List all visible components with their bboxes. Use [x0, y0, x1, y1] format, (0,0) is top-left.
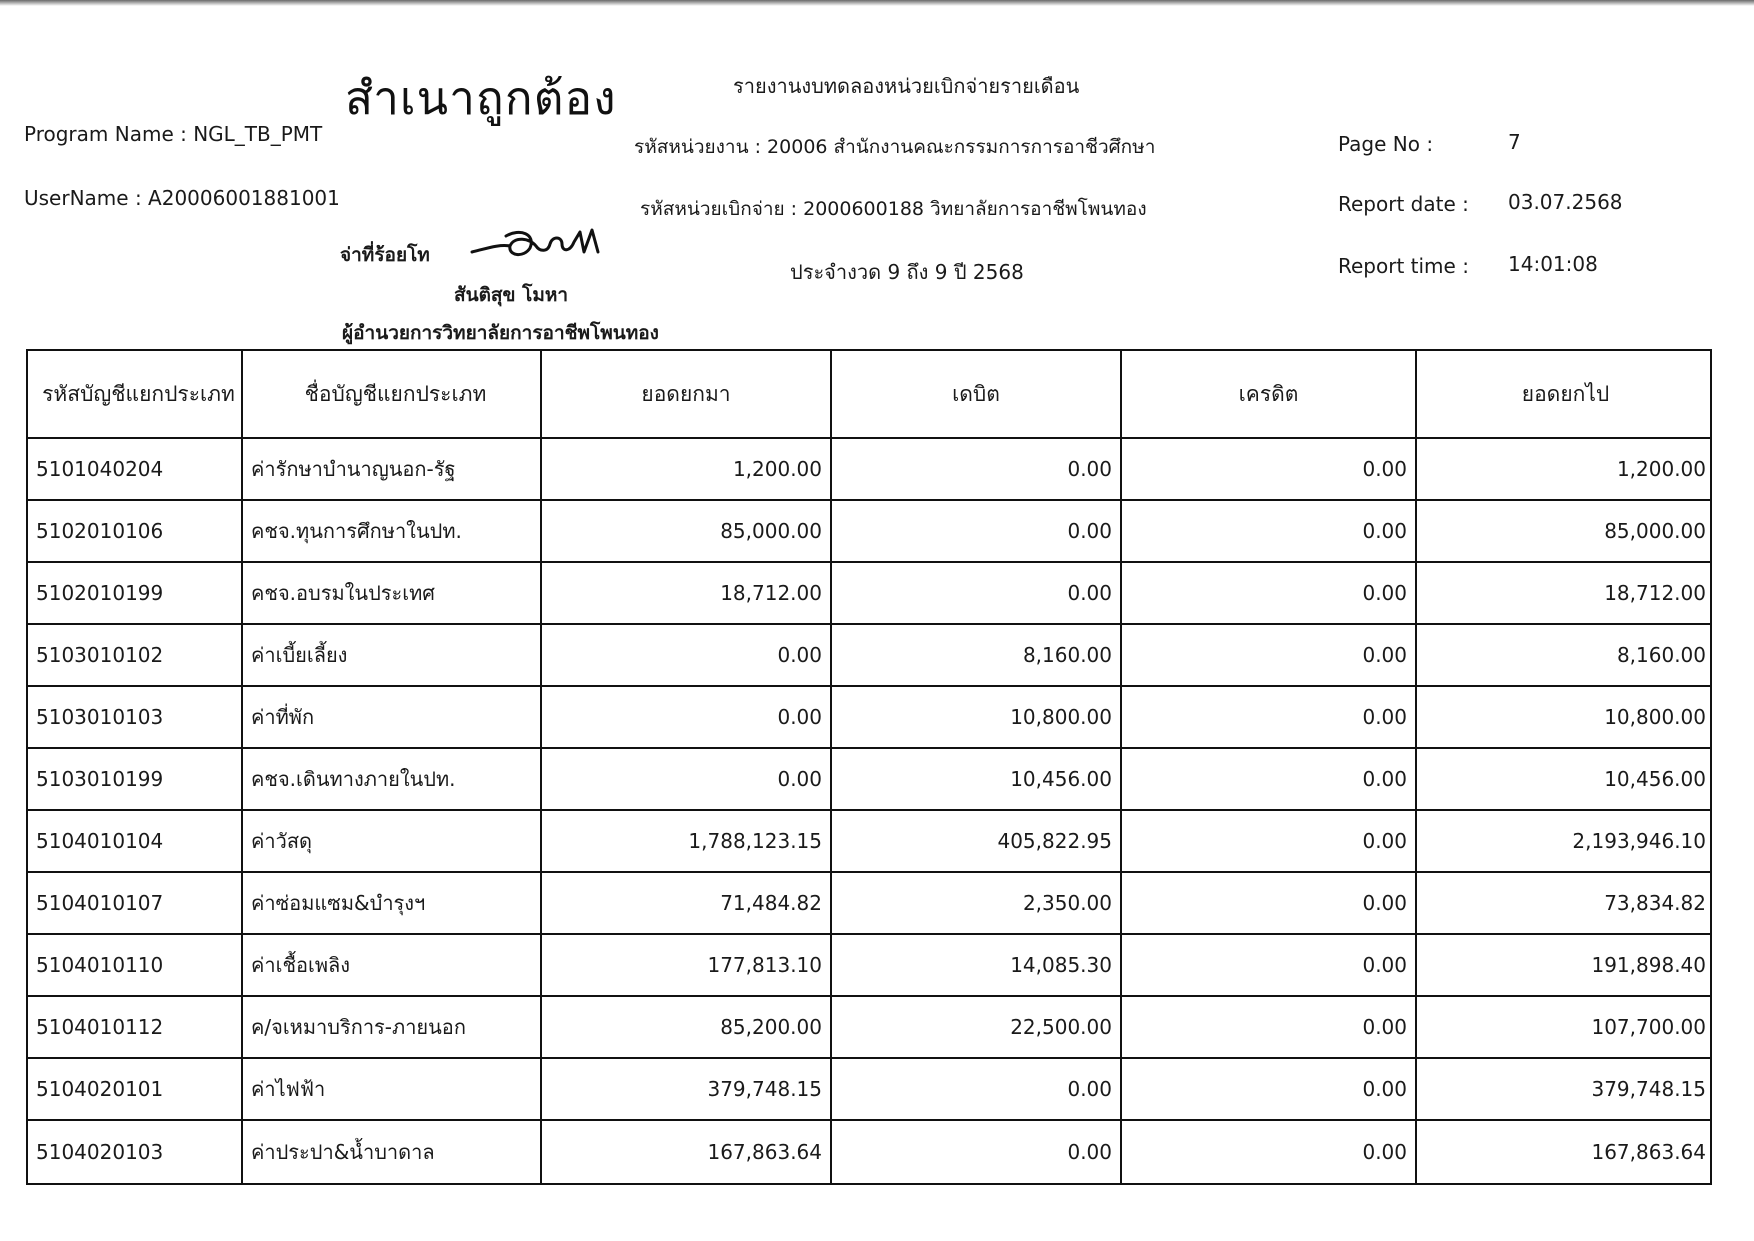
table-row — [28, 811, 1710, 873]
account-code-cell: 5104020101 — [28, 1059, 243, 1119]
credit-cell: 0.00 — [1122, 1121, 1417, 1183]
account-name-cell: ค่าประปา&น้ำบาดาล — [243, 1121, 542, 1183]
carried-forward-cell: 379,748.15 — [1591, 1077, 1706, 1101]
credit-cell: 0.00 — [1122, 873, 1417, 933]
carried-forward-cell: 2,193,946.10 — [1572, 829, 1706, 853]
scan-edge — [0, 0, 1754, 6]
table-row — [28, 439, 1710, 501]
debit-cell: 0.00 — [832, 1059, 1122, 1119]
credit-cell: 0.00 — [1122, 625, 1417, 685]
debit-cell: 0.00 — [832, 1121, 1122, 1183]
account-name-cell: ค่าเบี้ยเลี้ยง — [243, 625, 542, 685]
certifier-position: ผู้อำนวยการวิทยาลัยการอาชีพโพนทอง — [342, 322, 659, 344]
brought-forward-cell: 167,863.64 — [542, 1121, 832, 1183]
account-code-cell: 5103010199 — [28, 749, 243, 809]
debit-cell: 8,160.00 — [832, 625, 1122, 685]
carried-forward-cell: 10,800.00 — [1604, 705, 1706, 729]
account-name-cell: คชจ.ทุนการศึกษาในปท. — [243, 501, 542, 561]
brought-forward-cell: 379,748.15 — [542, 1059, 832, 1119]
credit-cell: 0.00 — [1122, 997, 1417, 1057]
account-code-cell: 5104010112 — [28, 997, 243, 1057]
debit-cell: 2,350.00 — [832, 873, 1122, 933]
brought-forward-cell: 1,788,123.15 — [542, 811, 832, 871]
table-header-row — [28, 351, 1710, 439]
credit-cell: 0.00 — [1122, 749, 1417, 809]
account-name-cell: ค่ารักษาบำนาญนอก-รัฐ — [243, 439, 542, 499]
carried-forward-cell: 1,200.00 — [1616, 457, 1706, 481]
page-no-label: Page No : — [1338, 132, 1434, 156]
table-row — [28, 935, 1710, 997]
debit-cell: 0.00 — [832, 563, 1122, 623]
signature-icon — [470, 222, 620, 266]
report-title: รายงานงบทดลองหน่วยเบิกจ่ายรายเดือน — [733, 74, 1080, 98]
brought-forward-cell: 0.00 — [542, 687, 832, 747]
account-code-cell: 5103010102 — [28, 625, 243, 685]
account-code-cell: 5104010110 — [28, 935, 243, 995]
table-row — [28, 625, 1710, 687]
carried-forward-cell: 85,000.00 — [1604, 519, 1706, 543]
account-name-cell: ค่าไฟฟ้า — [243, 1059, 542, 1119]
table-row — [28, 749, 1710, 811]
account-name-cell: ค่าที่พัก — [243, 687, 542, 747]
table-row — [28, 873, 1710, 935]
certifier-rank: จ่าที่ร้อยโท — [340, 244, 430, 266]
debit-cell: 0.00 — [832, 501, 1122, 561]
report-date-label: Report date : — [1338, 192, 1469, 216]
brought-forward-cell: 0.00 — [542, 625, 832, 685]
carried-forward-cell: 10,456.00 — [1604, 767, 1706, 791]
debit-cell: 10,800.00 — [832, 687, 1122, 747]
account-name-cell: ค่าซ่อมแซม&บำรุงฯ — [243, 873, 542, 933]
column-header-account-code: รหัสบัญชีแยกประเภท — [28, 351, 243, 437]
account-code-cell: 5103010103 — [28, 687, 243, 747]
brought-forward-cell: 85,000.00 — [542, 501, 832, 561]
debit-cell: 14,085.30 — [832, 935, 1122, 995]
report-period: ประจำงวด 9 ถึง 9 ปี 2568 — [790, 260, 1024, 284]
brought-forward-cell: 71,484.82 — [542, 873, 832, 933]
debit-cell: 10,456.00 — [832, 749, 1122, 809]
account-name-cell: คชจ.อบรมในประเทศ — [243, 563, 542, 623]
brought-forward-cell: 1,200.00 — [542, 439, 832, 499]
trial-balance-table — [26, 349, 1712, 1185]
carried-forward-cell: 8,160.00 — [1616, 643, 1706, 667]
account-name-cell: ค/จเหมาบริการ-ภายนอก — [243, 997, 542, 1057]
column-header-brought-forward: ยอดยกมา — [542, 351, 832, 437]
debit-cell: 0.00 — [832, 439, 1122, 499]
account-name-cell: ค่าวัสดุ — [243, 811, 542, 871]
account-code-cell: 5104010104 — [28, 811, 243, 871]
table-row — [28, 687, 1710, 749]
department: รหัสหน่วยงาน : 20006 สำนักงานคณะกรรมการการอาชีวศึกษา — [634, 136, 1156, 158]
table-row — [28, 1121, 1710, 1183]
account-name-cell: ค่าเชื้อเพลิง — [243, 935, 542, 995]
account-code-cell: 5104010107 — [28, 873, 243, 933]
credit-cell: 0.00 — [1122, 811, 1417, 871]
brought-forward-cell: 85,200.00 — [542, 997, 832, 1057]
credit-cell: 0.00 — [1122, 501, 1417, 561]
table-row — [28, 997, 1710, 1059]
column-header-account-name: ชื่อบัญชีแยกประเภท — [243, 351, 542, 437]
certifier-name: สันติสุข โมหา — [454, 284, 569, 306]
account-name-cell: คชจ.เดินทางภายในปท. — [243, 749, 542, 809]
column-header-carried-forward: ยอดยกไป — [1521, 381, 1610, 406]
table-row — [28, 501, 1710, 563]
account-code-cell: 5102010106 — [28, 501, 243, 561]
column-header-credit: เครดิต — [1122, 351, 1417, 437]
certified-copy-stamp: สำเนาถูกต้อง — [345, 71, 617, 125]
credit-cell: 0.00 — [1122, 563, 1417, 623]
program-name: Program Name : NGL_TB_PMT — [24, 122, 323, 146]
carried-forward-cell: 18,712.00 — [1604, 581, 1706, 605]
carried-forward-cell: 107,700.00 — [1591, 1015, 1706, 1039]
carried-forward-cell: 191,898.40 — [1591, 953, 1706, 977]
debit-cell: 405,822.95 — [832, 811, 1122, 871]
carried-forward-cell: 167,863.64 — [1591, 1140, 1706, 1164]
user-name: UserName : A20006001881001 — [24, 186, 340, 210]
credit-cell: 0.00 — [1122, 439, 1417, 499]
brought-forward-cell: 0.00 — [542, 749, 832, 809]
brought-forward-cell: 18,712.00 — [542, 563, 832, 623]
credit-cell: 0.00 — [1122, 1059, 1417, 1119]
disbursement-unit: รหัสหน่วยเบิกจ่าย : 2000600188 วิทยาลัยการอาชีพโพนทอง — [640, 198, 1147, 220]
debit-cell: 22,500.00 — [832, 997, 1122, 1057]
column-header-debit: เดบิต — [832, 351, 1122, 437]
table-row — [28, 563, 1710, 625]
account-code-cell: 5104020103 — [28, 1121, 243, 1183]
credit-cell: 0.00 — [1122, 687, 1417, 747]
account-code-cell: 5102010199 — [28, 563, 243, 623]
brought-forward-cell: 177,813.10 — [542, 935, 832, 995]
page-no-value: 7 — [1508, 130, 1521, 154]
account-code-cell: 5101040204 — [28, 439, 243, 499]
credit-cell: 0.00 — [1122, 935, 1417, 995]
table-row — [28, 1059, 1710, 1121]
report-time-value: 14:01:08 — [1508, 252, 1598, 276]
report-date-value: 03.07.2568 — [1508, 190, 1623, 214]
report-time-label: Report time : — [1338, 254, 1469, 278]
carried-forward-cell: 73,834.82 — [1604, 891, 1706, 915]
